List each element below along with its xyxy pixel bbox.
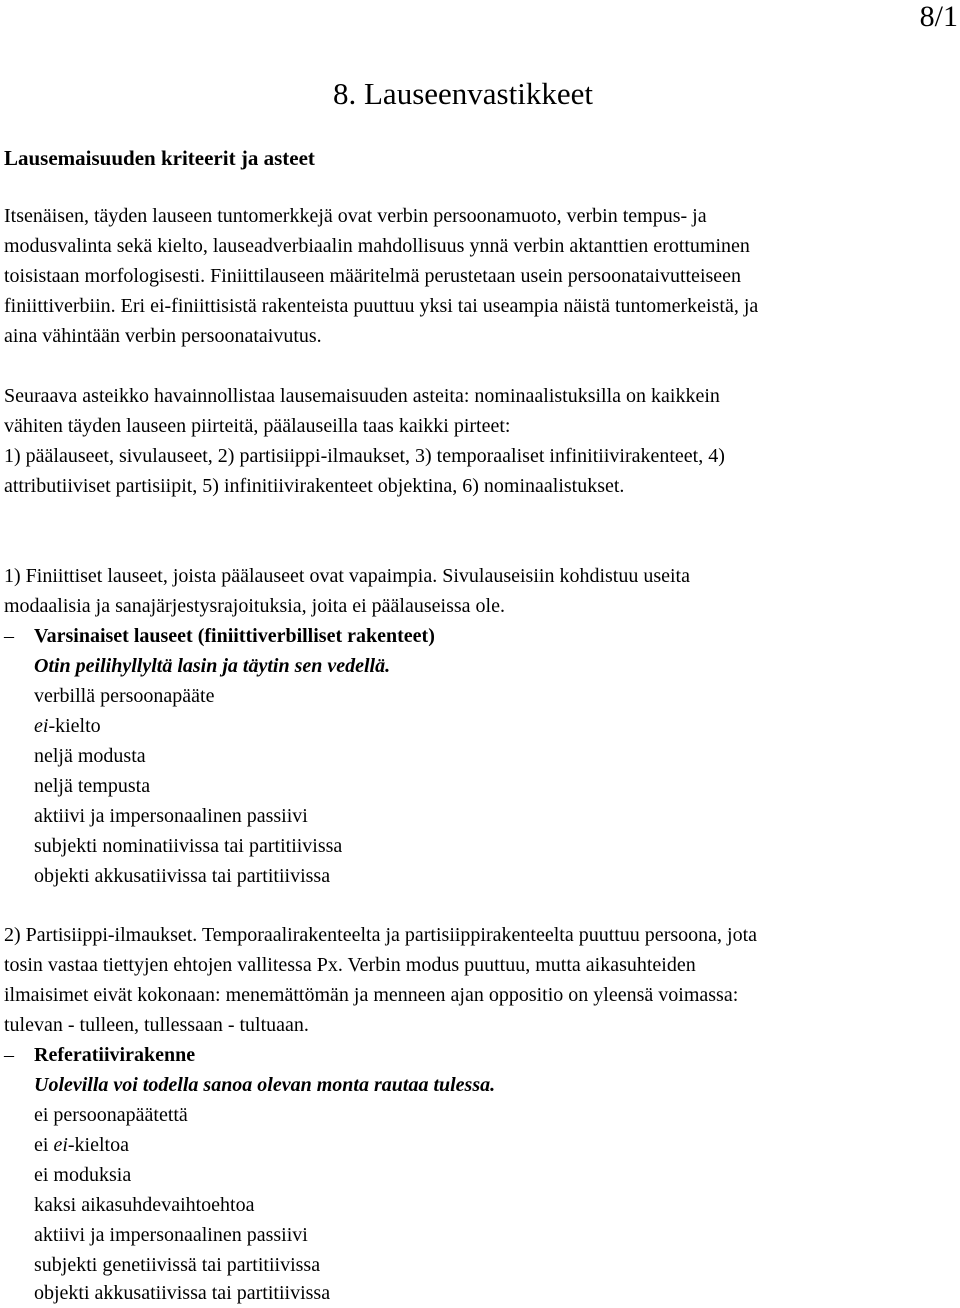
dash-bullet: – xyxy=(4,625,14,647)
page-number: 8/1 xyxy=(919,0,958,33)
finite-clauses-paragraph xyxy=(4,561,956,621)
paragraph-line: vähiten täyden lauseen piirteitä, päälauseilla taas kaikki pirteet: xyxy=(4,415,511,437)
paragraph-line: attributiiviset partisiipit, 5) infinitiivirakenteet objektina, 6) nominaalistukset. xyxy=(4,475,625,497)
paragraph-line: 2) Partisiippi-ilmaukset. Temporaalirakenteelta ja partisiippirakenteelta puuttuu persoona, jota xyxy=(4,924,757,946)
section-heading: Referatiivirakenne xyxy=(34,1044,196,1066)
intro-paragraph xyxy=(4,201,956,351)
paragraph-line: ilmaisimet eivät kokonaan: menemättömän ja menneen ajan oppositio on yleensä voimassa: xyxy=(4,984,739,1006)
feature-item xyxy=(34,711,101,741)
italic-term: ei xyxy=(34,715,49,737)
paragraph-line: toisistaan morfologisesti. Finiittilauseen määritelmä perustetaan usein persoonataivutteiseen xyxy=(4,265,742,287)
feature-item: aktiivi ja impersonaalinen passiivi xyxy=(34,1224,308,1246)
feature-item: subjekti genetiivissä tai partitiivissa xyxy=(34,1254,321,1276)
feature-item: verbillä persoonapääte xyxy=(34,685,215,707)
feature-item: neljä tempusta xyxy=(34,775,151,797)
chapter-title: 8. Lauseenvastikkeet xyxy=(333,76,593,111)
section-heading: Varsinaiset lauseet (finiittiverbilliset rakenteet) xyxy=(34,625,435,647)
scale-paragraph xyxy=(4,381,956,501)
feature-item: neljä modusta xyxy=(34,745,146,767)
paragraph-line: 1) päälauseet, sivulauseet, 2) partisiippi-ilmaukset, 3) temporaaliset infinitiivirakenteet, 4) xyxy=(4,445,725,467)
feature-text: ei xyxy=(34,1134,54,1156)
feature-item: objekti akkusatiivissa tai partitiivissa xyxy=(34,1282,331,1304)
section-subtitle: Lausemaisuuden kriteerit ja asteet xyxy=(4,146,315,170)
paragraph-line: tulevan - tulleen, tullessaan - tultuaan. xyxy=(4,1014,309,1036)
paragraph-line: aina vähintään verbin persoonataivutus. xyxy=(4,325,322,347)
paragraph-line: modusvalinta sekä kielto, lauseadverbiaalin mahdollisuus ynnä verbin aktanttien erottuminen xyxy=(4,235,750,257)
feature-item: ei persoonapäätettä xyxy=(34,1104,188,1126)
italic-term: ei xyxy=(53,1134,68,1156)
paragraph-line: tosin vastaa tiettyjen ehtojen vallitessa Px. Verbin modus puuttuu, mutta aikasuhteiden xyxy=(4,954,696,976)
paragraph-line: finiittiverbiin. Eri ei-finiittisistä rakenteista puuttuu yksi tai useampia näistä tuntomerkeistä, ja xyxy=(4,295,759,317)
paragraph-line: modaalisia ja sanajärjestysrajoituksia, joita ei päälauseissa ole. xyxy=(4,595,505,617)
paragraph-line: Itsenäisen, täyden lauseen tuntomerkkejä ovat verbin persoonamuoto, verbin tempus- ja xyxy=(4,205,707,227)
example-sentence: Otin peilihyllyltä lasin ja täytin sen vedellä. xyxy=(34,655,391,677)
feature-item: ei moduksia xyxy=(34,1164,132,1186)
feature-text: -kielto xyxy=(48,715,101,737)
feature-item: objekti akkusatiivissa tai partitiivissa xyxy=(34,865,331,887)
participle-paragraph xyxy=(4,920,956,1040)
paragraph-line: 1) Finiittiset lauseet, joista päälauseet ovat vapaimpia. Sivulauseisiin kohdistuu useita xyxy=(4,565,690,587)
feature-item: kaksi aikasuhdevaihtoehtoa xyxy=(34,1194,255,1216)
feature-item: aktiivi ja impersonaalinen passiivi xyxy=(34,805,308,827)
paragraph-line: Seuraava asteikko havainnollistaa lausemaisuuden asteita: nominaalistuksilla on kaikkein xyxy=(4,385,720,407)
feature-text: -kieltoa xyxy=(67,1134,129,1156)
dash-bullet: – xyxy=(4,1044,14,1066)
example-sentence: Uolevilla voi todella sanoa olevan monta rautaa tulessa. xyxy=(34,1074,496,1096)
feature-item xyxy=(34,1130,129,1160)
feature-item: subjekti nominatiivissa tai partitiivissa xyxy=(34,835,343,857)
